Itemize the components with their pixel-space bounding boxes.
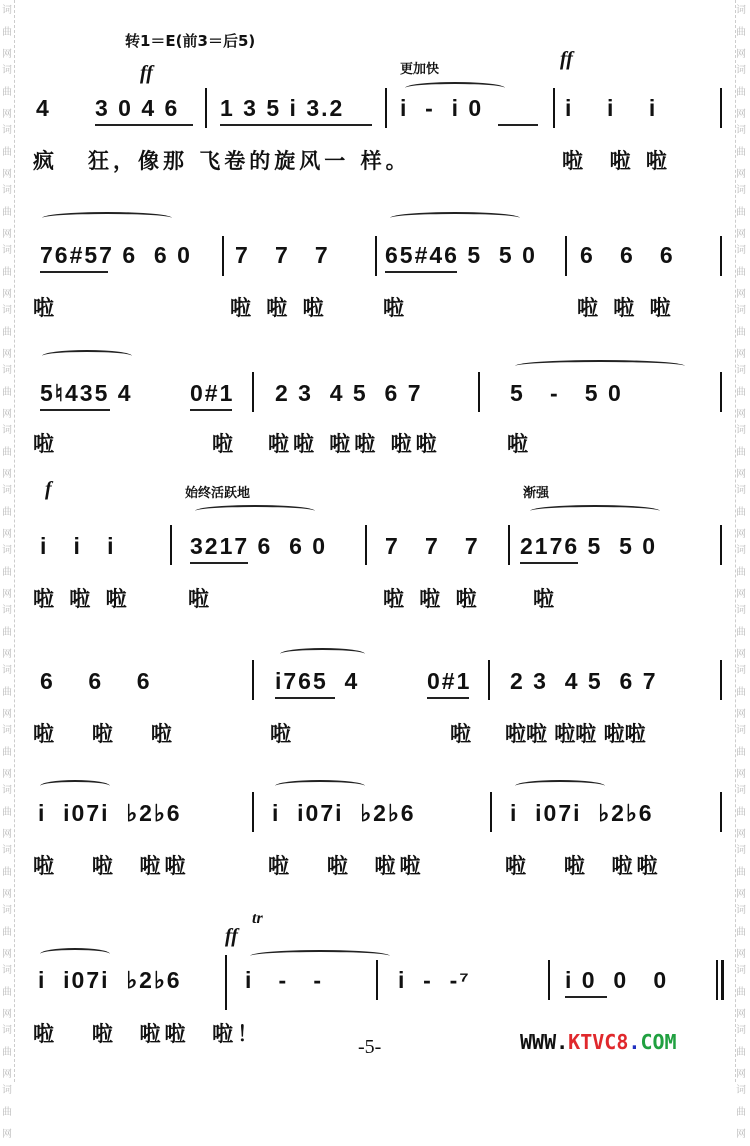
margin-watermark-text: 词 曲 网	[2, 905, 12, 960]
measure: 6 6 6	[580, 242, 675, 268]
margin-watermark-text: 词 曲 网	[736, 785, 746, 840]
margin-watermark-text: 词 曲 网	[736, 365, 746, 420]
margin-watermark-text: 词 曲 网	[2, 365, 12, 420]
measure: 7 7 7	[385, 533, 480, 559]
margin-watermark-text: 词 曲 网	[2, 425, 12, 480]
margin-watermark-text: 词 曲 网	[736, 185, 746, 240]
lyric: 啦	[270, 722, 295, 746]
margin-watermark-text: 词 曲 网	[736, 545, 746, 600]
dynamic-ff: ff	[140, 62, 153, 84]
measure: i - i 0	[400, 95, 484, 121]
measure: 5 - 5 0	[510, 380, 623, 406]
margin-watermark-text: 词 曲 网	[736, 905, 746, 960]
lyric: 啦	[33, 296, 58, 320]
margin-watermark-text: 词 曲 网	[2, 1025, 12, 1080]
measure: i765 4	[275, 668, 360, 694]
dynamic-f: f	[45, 478, 52, 500]
measure: i i07i ♭2♭6	[38, 800, 182, 826]
lyric: 狂，像那 飞卷的旋风一 样。	[88, 149, 411, 173]
measure: i - -	[245, 967, 324, 993]
lyric: 啦 啦 啦	[33, 587, 131, 611]
margin-watermark-text: 词 曲 网	[736, 605, 746, 660]
margin-watermark-text: 词 曲 网	[2, 1085, 12, 1140]
margin-watermark-text: 词 曲 网	[2, 785, 12, 840]
logo-part: COM	[640, 1030, 677, 1054]
expression-mark: 始终活跃地	[185, 486, 251, 501]
dynamic-ff: ff	[560, 48, 573, 70]
lyric: 啦 啦 啦	[33, 722, 176, 746]
margin-watermark-text: 词 曲 网	[736, 65, 746, 120]
margin-watermark-text: 词 曲 网	[736, 1025, 746, 1080]
measure: 3 0 4 6	[95, 95, 180, 121]
margin-watermark-text: 词 曲 网	[2, 185, 12, 240]
margin-watermark-text: 词 曲 网	[2, 305, 12, 360]
margin-watermark-text: 词 曲 网	[736, 245, 746, 300]
lyric: 啦 啦 啦啦	[505, 854, 662, 878]
page-number: -5-	[358, 1036, 382, 1058]
margin-watermark-text: 词 曲 网	[2, 545, 12, 600]
lyric: 啦 啦 啦	[577, 296, 675, 320]
measure: 0#1	[190, 380, 235, 406]
lyric: 啦	[188, 587, 213, 611]
margin-watermark-text: 词 曲 网	[736, 125, 746, 180]
margin-watermark-text: 词 曲 网	[2, 605, 12, 660]
lyric: 啦 啦 啦	[383, 587, 481, 611]
margin-watermark-text: 词 曲 网	[736, 845, 746, 900]
measure: 2 3 4 5 6 7	[275, 380, 423, 406]
note: 4	[36, 95, 51, 121]
margin-watermark-text: 词 曲 网	[2, 5, 12, 60]
margin-watermark-text: 词 曲 网	[2, 965, 12, 1020]
margin-watermark-text: 词 曲 网	[736, 965, 746, 1020]
lyric: 啦 啦 啦啦	[33, 854, 190, 878]
measure: i i07i ♭2♭6	[510, 800, 654, 826]
lyric: 啦啦 啦啦 啦啦	[505, 722, 646, 746]
measure: 6 6 6	[40, 668, 152, 694]
crescendo-mark: 渐强	[523, 486, 550, 501]
margin-watermark-text: 词 曲 网	[2, 65, 12, 120]
measure: 2176 5 5 0	[520, 533, 658, 559]
measure: 5♮435 4	[40, 380, 133, 406]
margin-watermark-text: 词 曲 网	[736, 485, 746, 540]
measure: i i07i ♭2♭6	[38, 967, 182, 993]
margin-watermark-text: 词 曲 网	[736, 5, 746, 60]
margin-watermark-text: 词 曲 网	[736, 665, 746, 720]
site-logo	[520, 1030, 677, 1054]
margin-watermark-text: 词 曲 网	[2, 665, 12, 720]
logo-dot: .	[628, 1030, 641, 1054]
margin-watermark-text: 词 曲 网	[736, 425, 746, 480]
measure: 2 3 4 5 6 7	[510, 668, 658, 694]
measure: i - -⁷	[398, 967, 471, 993]
measure: 3217 6 6 0	[190, 533, 328, 559]
margin-watermark-text: 词 曲 网	[2, 125, 12, 180]
lyric: 啦	[507, 432, 532, 456]
margin-watermark-text: 词 曲 网	[736, 725, 746, 780]
lyric: 啦啦 啦啦 啦啦	[268, 432, 441, 456]
tempo-mark: 更加快	[400, 62, 440, 77]
logo-part: KTVC8	[568, 1030, 629, 1054]
measure: 1 3 5 i 3.2	[220, 95, 345, 121]
lyric: 啦 啦 啦啦	[268, 854, 425, 878]
margin-watermark-text: 词 曲 网	[736, 305, 746, 360]
measure: i i07i ♭2♭6	[272, 800, 416, 826]
trill-mark: tr	[252, 910, 263, 927]
lyric: 啦	[533, 587, 558, 611]
margin-watermark-text: 词 曲 网	[2, 725, 12, 780]
margin-watermark-text: 词 曲 网	[2, 245, 12, 300]
lyric: 啦 啦 啦	[230, 296, 328, 320]
lyric: 啦	[383, 296, 408, 320]
measure: 65#46 5 5 0	[385, 242, 537, 268]
lyric: 啦	[33, 432, 58, 456]
lyric: 啦	[212, 432, 237, 456]
measure: 7 7 7	[235, 242, 330, 268]
lyric: 啦 啦 啦	[562, 149, 671, 173]
measure: 76#57 6 6 0	[40, 242, 192, 268]
measure: i i i	[565, 95, 658, 121]
dynamic-ff: ff	[225, 925, 238, 947]
measure: 0#1	[427, 668, 472, 694]
measure: i 0 0 0	[565, 967, 669, 993]
key-change: 转1＝E(前3＝后5)	[125, 32, 256, 50]
lyric: 疯	[33, 149, 58, 173]
margin-watermark-text: 词 曲 网	[736, 1085, 746, 1140]
measure: i i i	[40, 533, 116, 559]
margin-watermark-text: 词 曲 网	[2, 485, 12, 540]
logo-part: WWW.	[520, 1030, 569, 1054]
lyric: 啦 啦 啦啦 啦！	[33, 1022, 263, 1046]
margin-watermark-text: 词 曲 网	[2, 845, 12, 900]
lyric: 啦	[450, 722, 475, 746]
